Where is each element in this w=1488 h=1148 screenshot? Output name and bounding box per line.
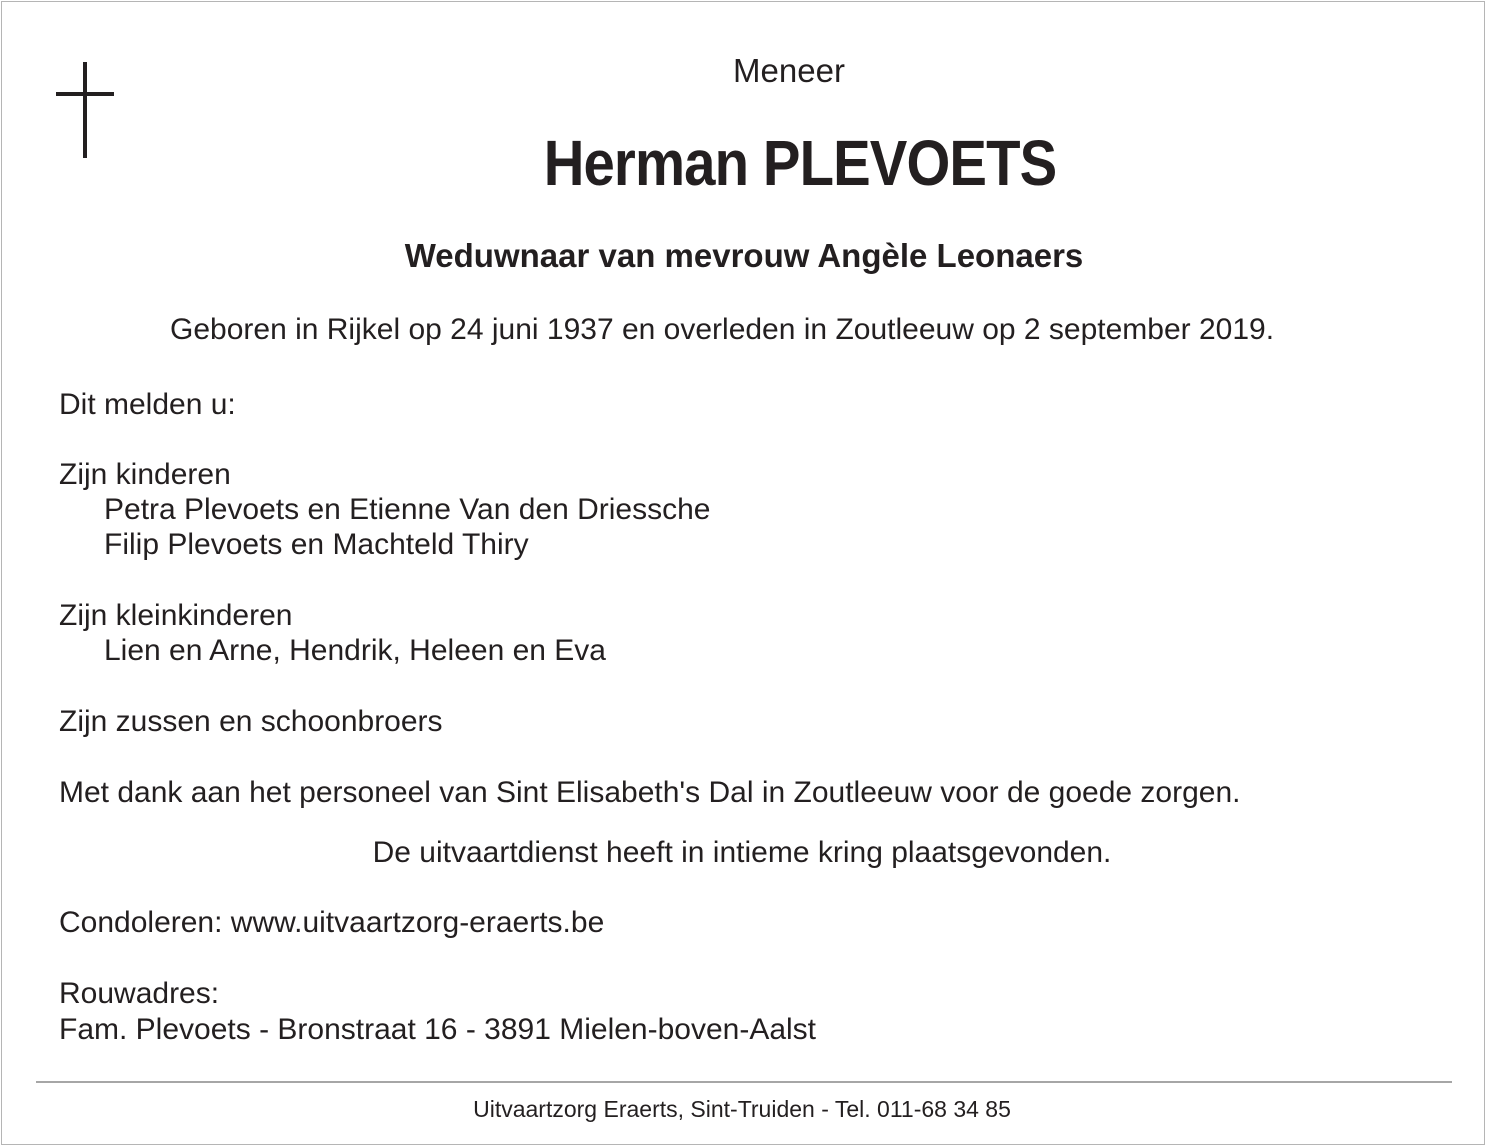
deceased-name: Herman PLEVOETS (543, 127, 1057, 199)
child-item: Petra Plevoets en Etienne Van den Driessche (104, 493, 711, 526)
footer-undertaker: Uitvaartzorg Eraerts, Sint-Truiden - Tel. 011-68 34 85 (473, 1096, 1011, 1122)
address-line: Fam. Plevoets - Bronstraat 16 - 3891 Mielen-boven-Aalst (59, 1013, 817, 1046)
deceased-name-wrapper (0, 126, 1488, 206)
grandchildren-heading: Zijn kleinkinderen (59, 599, 293, 632)
address-label: Rouwadres: (59, 977, 220, 1010)
announce-intro: Dit melden u: (59, 388, 236, 421)
birth-death-line: Geboren in Rijkel op 24 juni 1937 en overleden in Zoutleeuw op 2 september 2019. (170, 313, 1275, 346)
footer-divider (36, 1081, 1452, 1083)
service-line: De uitvaartdienst heeft in intieme kring plaatsgevonden. (372, 836, 1112, 869)
widow-line: Weduwnaar van mevrouw Angèle Leonaers (404, 237, 1084, 274)
condolences-line: Condoleren: www.uitvaartzorg-eraerts.be (59, 906, 605, 939)
siblings-line: Zijn zussen en schoonbroers (59, 705, 443, 738)
salutation: Meneer (733, 52, 845, 89)
child-item: Filip Plevoets en Machteld Thiry (104, 528, 529, 561)
children-heading: Zijn kinderen (59, 458, 231, 491)
thanks-line: Met dank aan het personeel van Sint Elisabeth's Dal in Zoutleeuw voor de goede zorgen. (59, 776, 1241, 809)
grandchildren-item: Lien en Arne, Hendrik, Heleen en Eva (104, 634, 606, 667)
